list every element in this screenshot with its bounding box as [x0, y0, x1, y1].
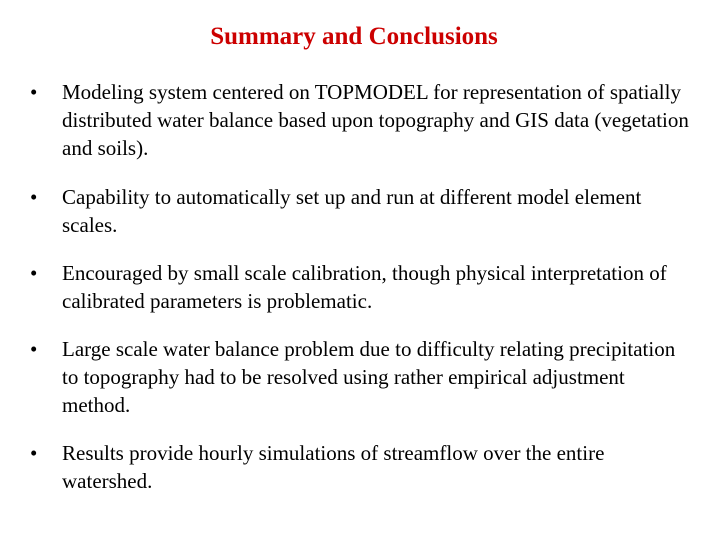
bullet-item-5 [30, 439, 690, 495]
bullet-icon: • [30, 441, 38, 465]
bullet-text: Modeling system centered on TOPMODEL for representation of spatially distributed water balance based upon topography and GIS data (vegetation and soils). [62, 80, 689, 160]
bullet-icon: • [30, 80, 38, 104]
bullet-text: Results provide hourly simulations of streamflow over the entire watershed. [62, 441, 605, 493]
bullet-list [30, 78, 690, 515]
bullet-icon: • [30, 261, 38, 285]
bullet-text: Capability to automatically set up and run at different model element scales. [62, 185, 642, 237]
bullet-item-4 [30, 335, 690, 419]
bullet-item-2 [30, 183, 690, 239]
bullet-text: Encouraged by small scale calibration, though physical interpretation of calibrated parameters is problematic. [62, 261, 667, 313]
bullet-icon: • [30, 337, 38, 361]
slide-title: Summary and Conclusions [210, 23, 498, 50]
bullet-icon: • [30, 185, 38, 209]
bullet-item-1 [30, 78, 690, 162]
bullet-item-3 [30, 259, 690, 315]
bullet-text: Large scale water balance problem due to difficulty relating precipitation to topography had to be resolved using rather empirical adjustment method. [62, 337, 676, 417]
